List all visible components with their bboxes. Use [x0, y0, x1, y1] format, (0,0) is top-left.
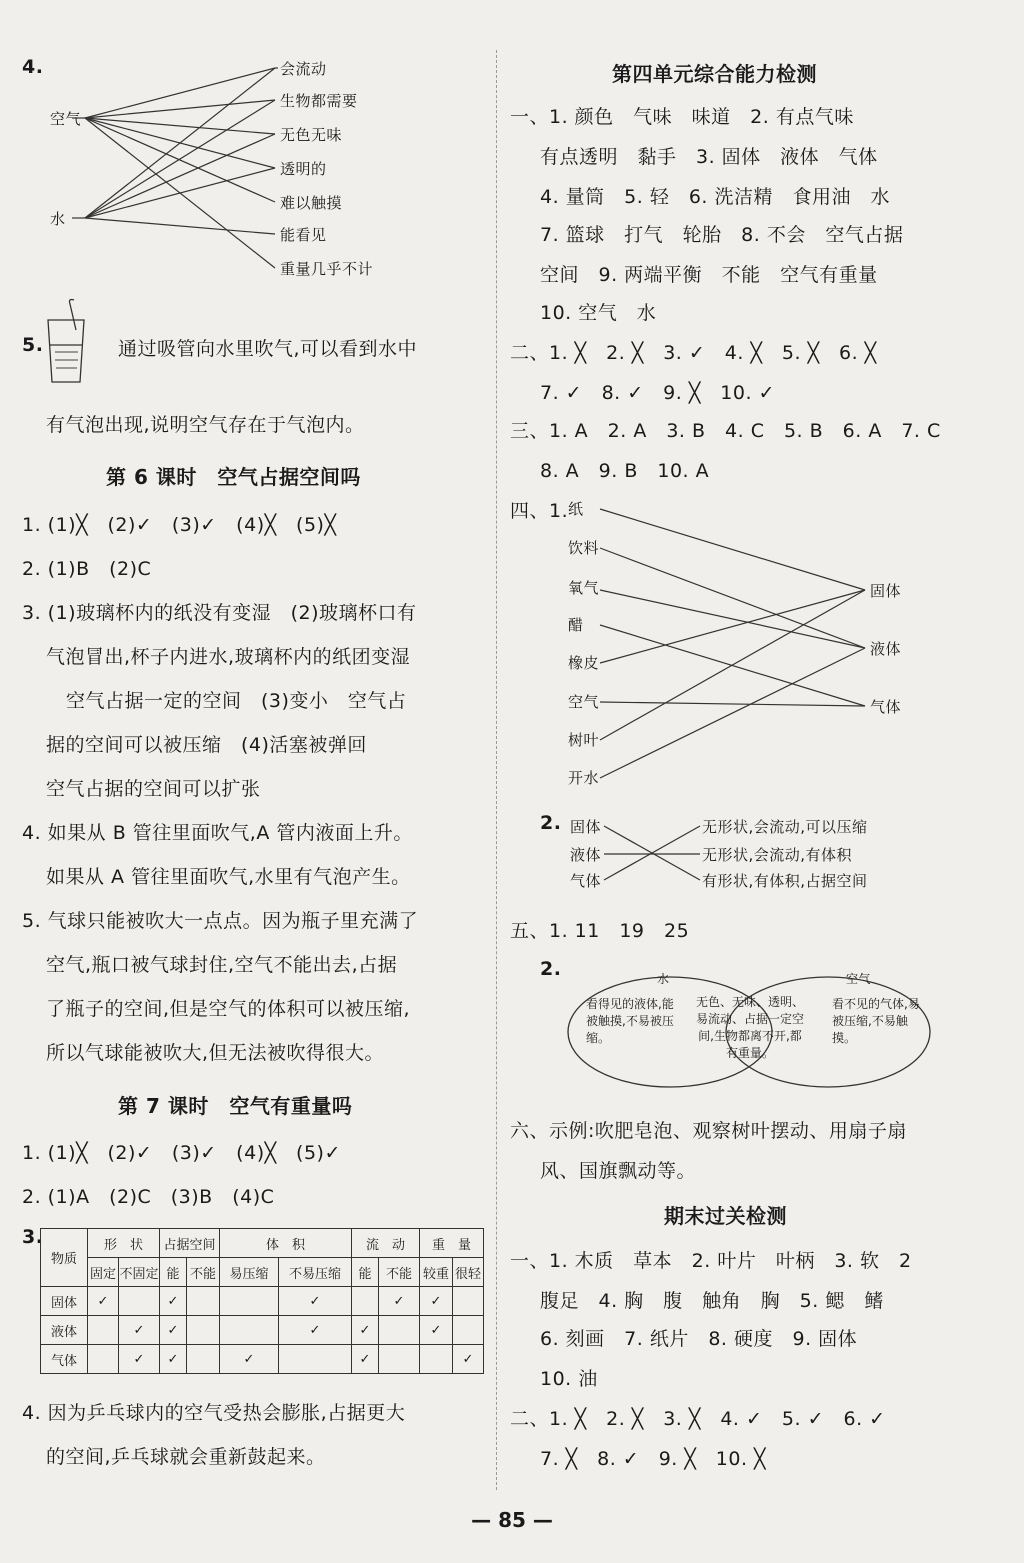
answer-line: 一、1. 颜色 气味 味道 2. 有点气味	[510, 106, 854, 128]
table-cell	[453, 1316, 484, 1345]
table-cell: 液体	[41, 1316, 88, 1345]
question-2-number: 2.	[540, 958, 562, 980]
answer-line: 4. 因为乒乓球内的空气受热会膨胀,占据更大	[22, 1402, 406, 1424]
matching-left-label: 空气	[568, 693, 600, 711]
table-cell: ✓	[160, 1316, 187, 1345]
answer-line: 如果从 A 管往里面吹气,水里有气泡产生。	[46, 866, 411, 888]
answer-line: 2. (1)B (2)C	[22, 558, 152, 580]
answer-line: 的空间,乒乓球就会重新鼓起来。	[46, 1446, 326, 1468]
lesson-7-title: 第 7 课时 空气有重量吗	[118, 1094, 353, 1118]
table-row	[41, 1316, 484, 1345]
venn-left-title: 水	[657, 972, 670, 986]
answer-line: 1. (1)╳ (2)✓ (3)✓ (4)╳ (5)╳	[22, 514, 337, 536]
table-cell	[420, 1345, 453, 1374]
table-cell: ✓	[279, 1287, 352, 1316]
table-cell: ✓	[279, 1316, 352, 1345]
table-sub-header: 易压缩	[220, 1258, 279, 1287]
table-sub-header: 不易压缩	[279, 1258, 352, 1287]
answer-line: 5. 气球只能被吹大一点点。因为瓶子里充满了	[22, 910, 419, 932]
table-cell: ✓	[420, 1316, 453, 1345]
matching-right-label: 生物都需要	[280, 92, 358, 110]
properties-table	[40, 1228, 484, 1374]
table-cell: ✓	[119, 1345, 160, 1374]
table-cell	[187, 1345, 220, 1374]
table-cell	[88, 1345, 119, 1374]
answer-line: 五、1. 11 19 25	[510, 920, 690, 942]
question-3-number: 3.	[22, 1226, 44, 1248]
matching-right-label: 无形状,会流动,有体积	[702, 846, 853, 864]
page-number: — 85 —	[471, 1508, 553, 1532]
matching-right-label: 透明的	[280, 160, 327, 178]
table-sub-header: 不能	[187, 1258, 220, 1287]
table-sub-header: 较重	[420, 1258, 453, 1287]
answer-line: 二、1. ╳ 2. ╳ 3. ╳ 4. ✓ 5. ✓ 6. ✓	[510, 1408, 886, 1430]
table-sub-header: 固定	[88, 1258, 119, 1287]
table-cell: ✓	[420, 1287, 453, 1316]
answer-line: 一、1. 木质 草本 2. 叶片 叶柄 3. 软 2	[510, 1250, 912, 1272]
table-cell: ✓	[453, 1345, 484, 1374]
matching-left-label: 纸	[568, 500, 584, 518]
answer-line: 空气占据的空间可以扩张	[46, 778, 261, 800]
matching-right-label: 重量几乎不计	[280, 260, 374, 278]
table-group-header: 占据空间	[160, 1229, 220, 1258]
table-cell: ✓	[160, 1345, 187, 1374]
table-cell	[187, 1316, 220, 1345]
table-cell: ✓	[88, 1287, 119, 1316]
matching-right-label: 气体	[870, 698, 902, 716]
lesson-6-title: 第 6 课时 空气占据空间吗	[106, 465, 361, 489]
answer-line: 3. (1)玻璃杯内的纸没有变湿 (2)玻璃杯口有	[22, 602, 417, 624]
answer-line: 10. 空气 水	[540, 302, 657, 324]
answer-line: 8. A 9. B 10. A	[540, 460, 710, 482]
answer-line: 二、1. ╳ 2. ╳ 3. ✓ 4. ╳ 5. ╳ 6. ╳	[510, 342, 877, 364]
table-row	[41, 1287, 484, 1316]
matching-left-water: 水	[50, 210, 66, 228]
matching-right-label: 液体	[870, 640, 902, 658]
matching-left-label: 气体	[570, 872, 602, 890]
table-cell	[352, 1287, 379, 1316]
answer-line: 1. (1)╳ (2)✓ (3)✓ (4)╳ (5)✓	[22, 1142, 341, 1164]
question-2-number: 2.	[540, 812, 562, 834]
answer-text: 通过吸管向水里吹气,可以看到水中	[118, 338, 418, 360]
matching-left-label: 开水	[568, 769, 600, 787]
answer-line: 所以气球能被吹大,但无法被吹得很大。	[46, 1042, 385, 1064]
venn-middle-text: 无色、无味、透明、易流动、占据一定空间,生物都离不开,都有重量。	[695, 995, 804, 1060]
table-sub-header: 不固定	[119, 1258, 160, 1287]
answer-line: 据的空间可以被压缩 (4)活塞被弹回	[46, 734, 367, 756]
table-cell	[119, 1287, 160, 1316]
matching-left-label: 橡皮	[568, 654, 600, 672]
answer-line: 4. 如果从 B 管往里面吹气,A 管内液面上升。	[22, 822, 413, 844]
table-cell	[187, 1287, 220, 1316]
matching-right-label: 有形状,有体积,占据空间	[702, 872, 868, 890]
table-group-header: 体 积	[220, 1229, 352, 1258]
answer-line: 空间 9. 两端平衡 不能 空气有重量	[540, 264, 878, 286]
table-cell: ✓	[352, 1316, 379, 1345]
matching-right-label: 固体	[870, 582, 902, 600]
matching-left-air: 空气	[50, 110, 82, 128]
table-cell	[88, 1316, 119, 1345]
table-sub-header: 不能	[379, 1258, 420, 1287]
matching-right-label: 难以触摸	[280, 194, 343, 212]
answer-line: 7. ╳ 8. ✓ 9. ╳ 10. ╳	[540, 1448, 766, 1470]
answer-line: 4. 量筒 5. 轻 6. 洗洁精 食用油 水	[540, 186, 891, 208]
table-cell	[379, 1345, 420, 1374]
table-cell: ✓	[379, 1287, 420, 1316]
table-sub-header: 能	[352, 1258, 379, 1287]
answer-line: 气泡冒出,杯子内进水,玻璃杯内的纸团变湿	[46, 646, 411, 668]
table-cell: ✓	[220, 1345, 279, 1374]
venn-right-text: 看不见的气体,易被压缩,不易触摸。	[832, 997, 920, 1045]
table-cell	[379, 1316, 420, 1345]
matching-left-label: 氧气	[568, 579, 600, 597]
venn-right-title: 空气	[846, 972, 872, 986]
matching-left-label: 饮料	[568, 539, 600, 557]
glass-straw-icon	[48, 300, 84, 383]
table-cell: ✓	[119, 1316, 160, 1345]
answer-line: 了瓶子的空间,但是空气的体积可以被压缩,	[46, 998, 411, 1020]
table-cell: ✓	[160, 1287, 187, 1316]
answer-line: 空气占据一定的空间 (3)变小 空气占	[66, 690, 407, 712]
answer-line: 7. 篮球 打气 轮胎 8. 不会 空气占据	[540, 224, 904, 246]
table-cell	[220, 1316, 279, 1345]
answer-line: 腹足 4. 胸 腹 触角 胸 5. 鳃 鳍	[540, 1290, 884, 1312]
answer-line: 2. (1)A (2)C (3)B (4)C	[22, 1186, 275, 1208]
matching-left-label: 树叶	[568, 731, 600, 749]
question-4-number: 4.	[22, 56, 44, 78]
table-cell: 气体	[41, 1345, 88, 1374]
answer-line: 10. 油	[540, 1368, 598, 1390]
table-cell: ✓	[352, 1345, 379, 1374]
table-group-header: 形 状	[88, 1229, 160, 1258]
matching-right-label: 能看见	[280, 226, 327, 244]
table-group-header: 重 量	[420, 1229, 484, 1258]
matching-right-label: 无形状,会流动,可以压缩	[702, 818, 868, 836]
answer-line: 三、1. A 2. A 3. B 4. C 5. B 6. A 7. C	[510, 420, 941, 442]
table-cell	[220, 1287, 279, 1316]
table-cell	[453, 1287, 484, 1316]
question-5-number: 5.	[22, 334, 44, 356]
table-header: 物质	[41, 1229, 88, 1287]
matching-right-label: 会流动	[280, 60, 327, 78]
matching-left-label: 液体	[570, 846, 602, 864]
final-check-title: 期末过关检测	[664, 1204, 787, 1228]
table-cell	[279, 1345, 352, 1374]
matching-left-label: 醋	[568, 616, 584, 634]
answer-line: 空气,瓶口被气球封住,空气不能出去,占据	[46, 954, 398, 976]
answer-text: 有气泡出现,说明空气存在于气泡内。	[46, 414, 365, 436]
section-4-label: 四、1.	[510, 500, 569, 522]
table-cell: 固体	[41, 1287, 88, 1316]
answer-line: 7. ✓ 8. ✓ 9. ╳ 10. ✓	[540, 382, 775, 404]
table-sub-header: 能	[160, 1258, 187, 1287]
matching-right-label: 无色无味	[280, 126, 343, 144]
answer-line: 有点透明 黏手 3. 固体 液体 气体	[540, 146, 878, 168]
venn-left-text: 看得见的液体,能被触摸,不易被压缩。	[586, 997, 674, 1045]
answer-line: 风、国旗飘动等。	[540, 1160, 697, 1182]
matching-left-label: 固体	[570, 818, 602, 836]
table-sub-header: 很轻	[453, 1258, 484, 1287]
table-row	[41, 1345, 484, 1374]
unit-4-title: 第四单元综合能力检测	[612, 62, 817, 86]
answer-line: 六、示例:吹肥皂泡、观察树叶摆动、用扇子扇	[510, 1120, 907, 1142]
table-group-header: 流 动	[352, 1229, 420, 1258]
answer-line: 6. 刻画 7. 纸片 8. 硬度 9. 固体	[540, 1328, 858, 1350]
